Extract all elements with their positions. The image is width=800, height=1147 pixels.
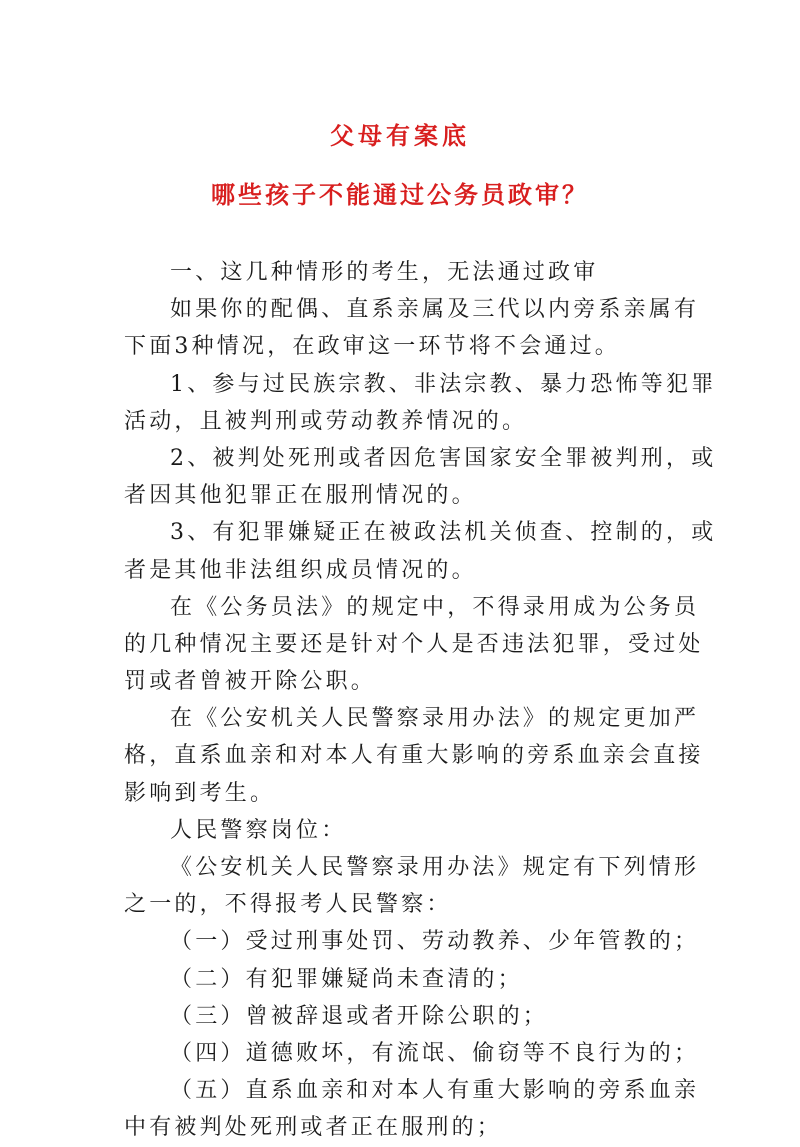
paragraph-line: 罚或者曾被开除公职。 xyxy=(124,669,377,695)
section-heading: 一、这几种情形的考生，无法通过政审 xyxy=(170,260,599,285)
document-title: 父母有案底 xyxy=(330,121,470,150)
paragraph-line: 的几种情况主要还是针对个人是否违法犯罪，受过处 xyxy=(124,631,704,657)
paragraph-line: 格，直系血亲和对本人有重大影响的旁系血亲会直接 xyxy=(124,743,704,769)
paragraph-line: 下面3种情况，在政审这一环节将不会通过。 xyxy=(124,334,620,360)
paragraph-line: 在《公安机关人民警察录用办法》的规定更加严 xyxy=(170,706,700,732)
list-item-3: 3、有犯罪嫌疑正在被政法机关侦查、控制的，或 xyxy=(170,520,717,546)
paragraph-line: 者是其他非法组织成员情况的。 xyxy=(124,557,477,583)
paragraph-line: 如果你的配偶、直系亲属及三代以内旁系亲属有 xyxy=(170,297,700,323)
clause-item-2: （二）有犯罪嫌疑尚未查清的； xyxy=(170,966,523,992)
clause-item-3: （三）曾被辞退或者开除公职的； xyxy=(170,1003,549,1029)
paragraph-line: 者因其他犯罪正在服刑情况的。 xyxy=(124,483,477,509)
paragraph-line: 之一的，不得报考人民警察： xyxy=(124,892,452,918)
paragraph-line: 《公安机关人民警察录用办法》规定有下列情形 xyxy=(170,855,700,880)
paragraph-line: 活动，且被判刑或劳动教养情况的。 xyxy=(124,408,528,434)
clause-item-1: （一）受过刑事处罚、劳动教养、少年管教的； xyxy=(170,929,700,955)
clause-item-5: （五）直系血亲和对本人有重大影响的旁系血亲 xyxy=(170,1078,700,1104)
paragraph-line: 影响到考生。 xyxy=(124,780,276,806)
clause-item-4: （四）道德败坏，有流氓、偷窃等不良行为的； xyxy=(170,1040,700,1066)
list-item-1: 1、参与过民族宗教、非法宗教、暴力恐怖等犯罪 xyxy=(170,371,717,397)
document-subtitle: 哪些孩子不能通过公务员政审？ xyxy=(211,180,589,209)
document-body xyxy=(124,254,717,1147)
subsection-heading: 人民警察岗位： xyxy=(170,817,347,843)
paragraph-line: 在《公务员法》的规定中，不得录用成为公务员 xyxy=(170,594,700,620)
list-item-2: 2、被判处死刑或者因危害国家安全罪被判刑，或 xyxy=(170,445,717,471)
paragraph-line: 中有被判处死刑或者正在服刑的； xyxy=(124,1115,503,1141)
